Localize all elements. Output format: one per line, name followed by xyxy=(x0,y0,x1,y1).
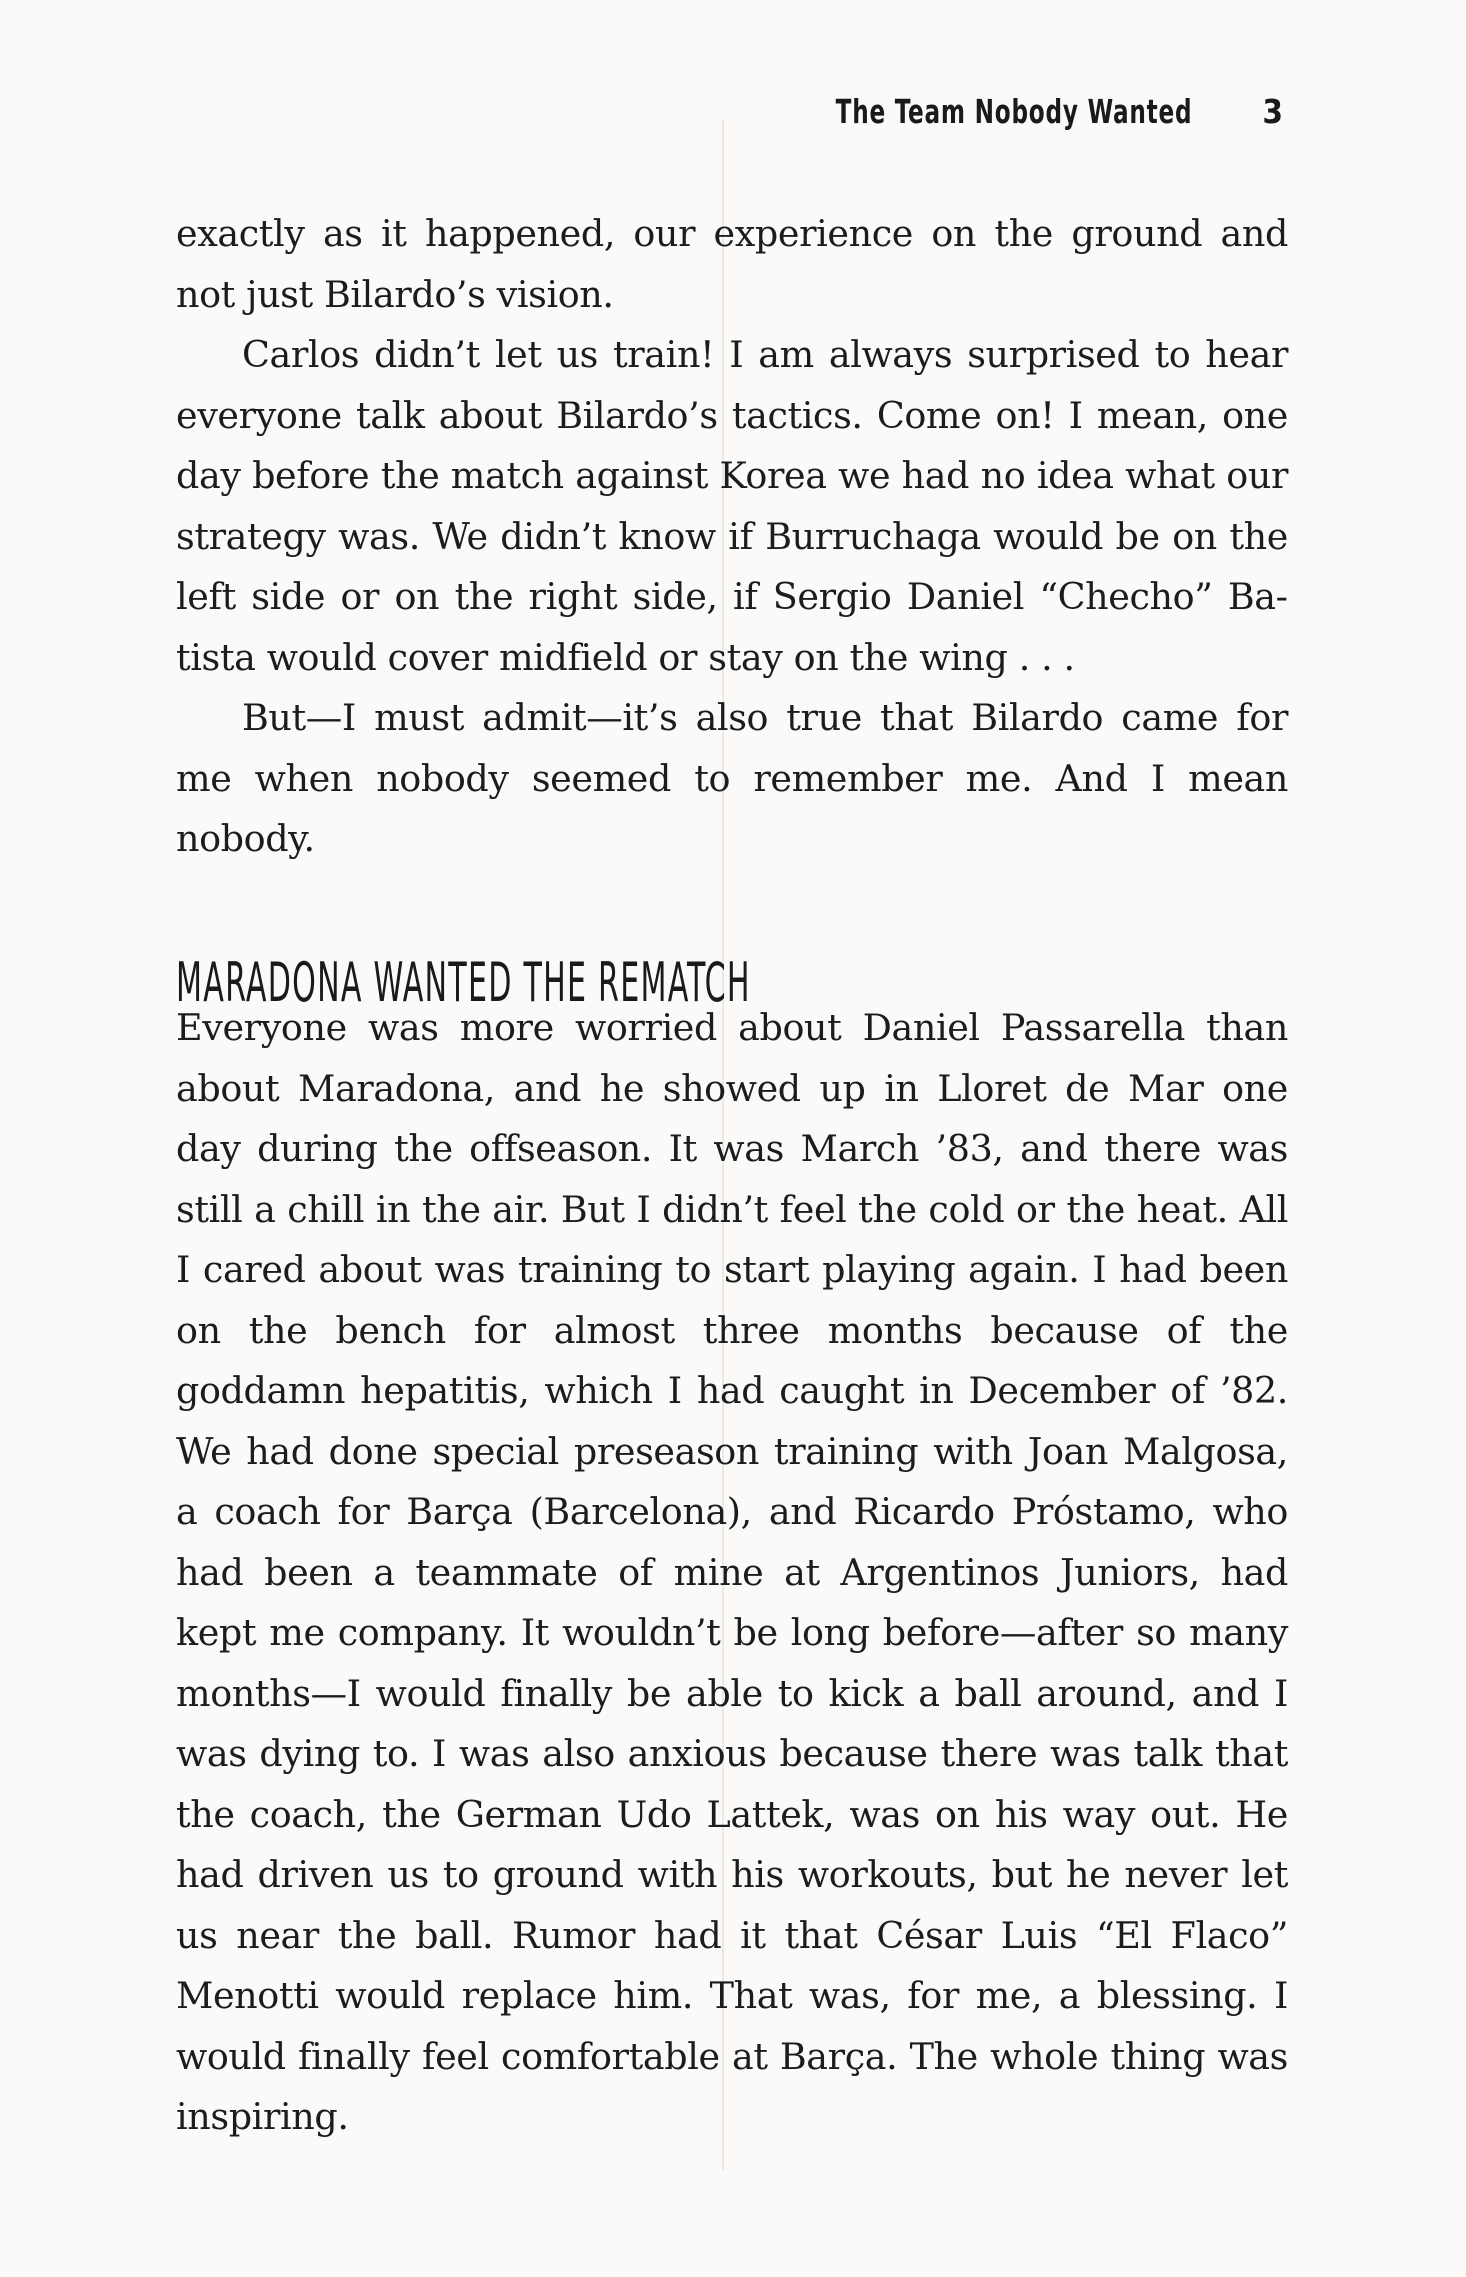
paragraph-carlos: Carlos didn’t let us train! I am always surprised to hear everyone talk about Bilardo’s tactics. Come on! I mean, one day before the match against Korea we had no idea what our strategy was. We didn’t know if Burruchaga would be on the left side or on the right side, if Sergio Daniel “Checho” Batista would cover midfield or stay on the wing . . . xyxy=(176,333,1288,679)
running-head-title: The Team Nobody Wanted xyxy=(835,92,1193,131)
paragraph-bilardo: But—I must admit—it’s also true that Bilardo came for me when nobody seemed to remember me. And I mean nobody. xyxy=(176,696,1288,860)
page-number: 3 xyxy=(1262,92,1284,131)
section-heading: MARADONA WANTED THE REMATCH xyxy=(176,950,751,1014)
paragraph-section-body: Everyone was more worried about Daniel Passarella than about Maradona, and he showed up in Lloret de Mar one day during the offseason. It was March ’83, and there was still a chill in the air. But I didn’t feel the cold or the heat. All I cared about was training to start playing again. I had been on the bench for almost three months because of the goddamn hepatitis, which I had caught in December of ’82. We had done special preseason training with Joan Malgosa, a coach for Barça (Barcelona), and Ricardo Próstamo, who had been a teammate of mine at Argentinos Juniors, had kept me company. It wouldn’t be long before—after so many months—I would finally be able to kick a ball around, and I was dying to. I was also anxious because there was talk that the coach, the German Udo Lattek, was on his way out. He had driven us to ground with his workouts, but he never let us near the ball. Rumor had it that César Luis “El Flaco” Menotti would replace him. That was, for me, a blessing. I would finally feel comfortable at Barça. The whole thing was inspiring. xyxy=(176,1006,1288,2138)
section-text-block xyxy=(176,998,1288,2148)
paragraph-continuation: exactly as it happened, our experience on the ground and not just Bilardo’s vision. xyxy=(176,212,1288,316)
running-head xyxy=(0,92,1284,131)
opening-text-block xyxy=(176,204,1288,870)
